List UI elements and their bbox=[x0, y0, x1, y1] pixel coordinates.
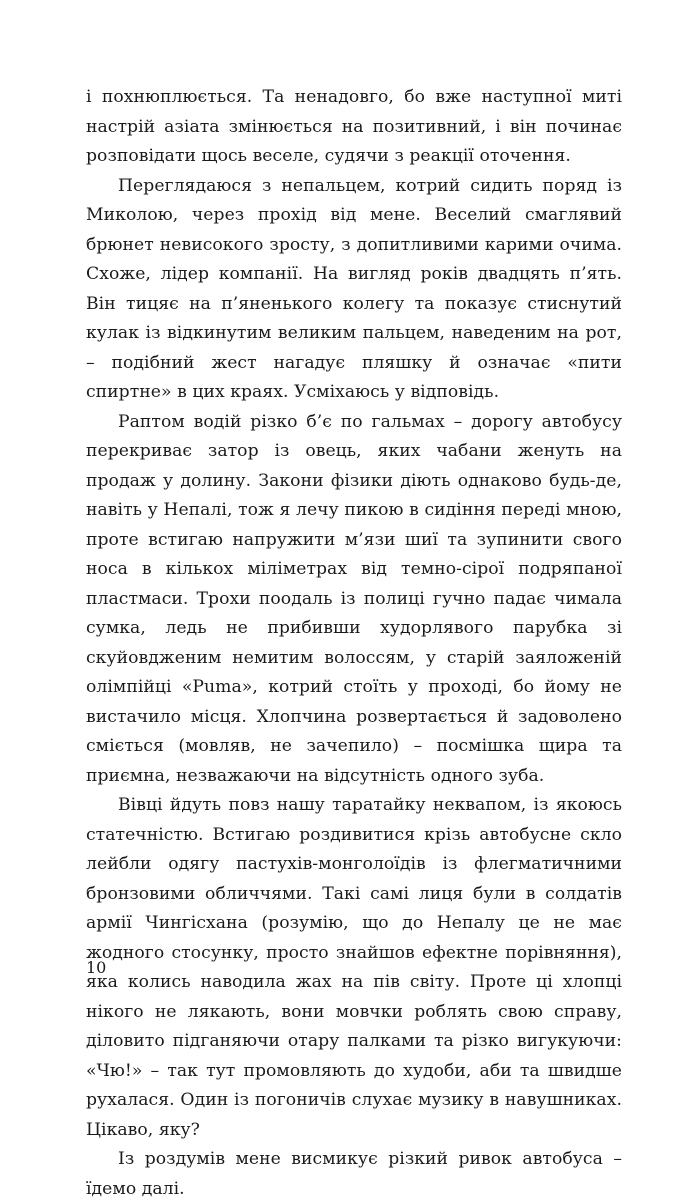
page-number: 10 bbox=[86, 958, 107, 977]
paragraph-4: Вівці йдуть повз нашу таратайку неквапом, із якоюсь статечністю. Встигаю роздивитися крізь автобусне скло лейбли одягу пастухів-монголоїдів із флегматичними бронзовими обличчями. Такі самі лиця були в солдатів армії Чингісхана (розумію, що до Непалу це не має жодного стосунку, просто знайшов ефектне порівняння), яка колись наводила жах на пів світу. Проте ці хлопці нікого не лякають, вони мовчки роблять свою справу, діловито підганяючи отару палками та різко вигукуючи: «Чю!» – так тут промовляють до худоби, аби та швидше рухалася. Один із погоничів слухає музику в навушниках. Цікаво, яку? bbox=[86, 795, 622, 1140]
paragraph-2: Переглядаюся з непальцем, котрий сидить поряд із Миколою, через прохід від мене. Веселий смаглявий брюнет невисокого зросту, з допитливими карими очима. Схоже, лідер компанії. На вигляд років двадцять п’ять. Він тицяє на п’яненького колегу та показує стиснутий кулак із відкинутим великим пальцем, наведеним на рот, – подібний жест нагадує пляшку й означає «пити спиртне» в цих краях. Усміхаюсь у відповідь. bbox=[86, 175, 622, 402]
paragraph-5: Із роздумів мене висмикує різкий ривок автобуса – їдемо далі. bbox=[86, 1149, 622, 1199]
paragraph-3: Раптом водій різко б’є по гальмах – дорогу автобусу перекриває затор із овець, яких чабани женуть на продаж у долину. Закони фізики діють однаково будь-де, навіть у Непалі, тож я лечу пикою в сидіння переді мною, проте встигаю напружити м’язи шиї та зупинити свого носа в кількох міліметрах від темно-сірої подряпаної пластмаси. Трохи поодаль із полиці гучно падає чимала сумка, ледь не прибивши худорлявого парубка зі скуйовдженим немитим волоссям, у старій заяложеній олімпійці «Puma», котрий стоїть у проході, бо йому не вистачило місця. Хлопчина розвертається й задоволено сміється (мовляв, не зачепило) – посмішка щира та приємна, незважаючи на відсутність одного зуба. bbox=[86, 411, 622, 786]
body-text bbox=[86, 83, 622, 1204]
paragraph-1: і похнюплюється. Та ненадовго, бо вже наступної миті настрій азіата змінюється на позитивний, і він починає розповідати щось веселе, судячи з реакції оточення. bbox=[86, 87, 622, 166]
